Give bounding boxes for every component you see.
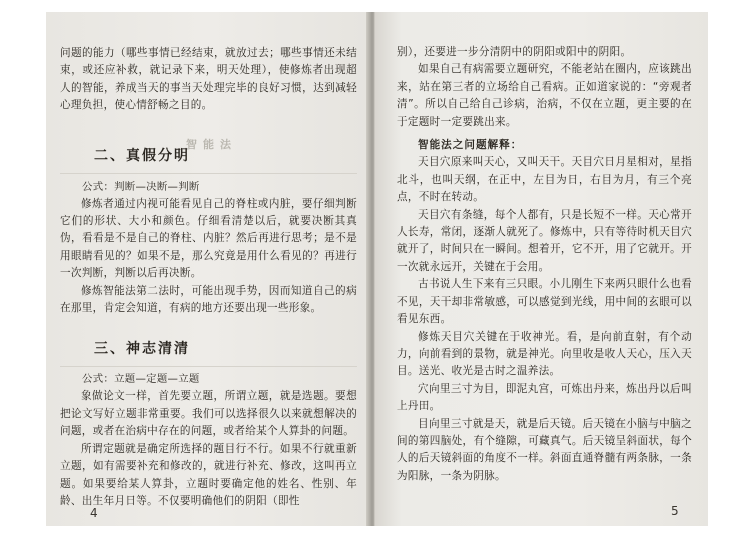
left-page <box>46 12 370 526</box>
section-3-paragraph-2: 所谓定题就是确定所选择的题目行不行。如果不行就重新立题，如有需要补充和修改的，就进行补充、修改，这叫再立题。如果要给某人算卦，立题时要确定他的姓名、性别、年龄、出生年月日等。不仅要明确他们的阴阳（即性 <box>60 442 357 507</box>
section-2-paragraph-2: 修炼智能法第二法时，可能出现手势，因而知道自己的病在那里，肯定会知道，有病的地方还要出现一些形象。 <box>60 284 357 315</box>
section-3-formula: 公式：立题—定题—立题 <box>82 373 200 386</box>
right-paragraph-3: 天目穴有条缝，每个人都有，只是长短不一样。天心常开人长寿，常闭，逐渐人就死了。修炼中，只有等待时机天目穴就开了，时间只在一瞬间。想着开，它不开，用了它就开。开一次就永远开，关键在于会用。 <box>397 208 692 273</box>
section-heading-2: 二、真假分明 <box>60 139 357 174</box>
right-paragraph-2: 天目穴原来叫天心，又叫天干。天目穴日月星相对，星指北斗，也叫天纲，在正中，左目为日，右目为月，有三个亮点，不时在转动。 <box>397 156 692 204</box>
section-3-paragraph-1: 象做论文一样，首先要立题，所谓立题，就是选题。要想把论文写好立题非常重要。我们可以选择很久以来就想解决的问题，或者在治病中存在的问题，或者给某个人算卦的问题。 <box>60 390 357 438</box>
bleed-through-text: 智能法 <box>186 138 237 151</box>
section-2-paragraph-1: 修炼者通过内视可能看见自己的脊柱或内脏，要仔细判断它们的形状、大小和颜色。仔细看清楚以后，就要决断其真伪，看看是不是自己的脊柱、内脏？然后再进行思考；是不是用眼睛看见的？如果不是，那么究竟是用什么看见的？再进行一次判断，判断以后再决断。 <box>60 197 357 280</box>
right-paragraph-7: 目向里三寸就是天，就是后天镜。后天镜在小脑与中脑之间的第四脑处，有个缝隙，可藏真气。后天镜呈斜面状，每个人的后天镜斜面的角度不一样。斜面直通脊髓有两条脉，一条为阳脉，一条为阴脉。 <box>397 417 692 482</box>
right-page <box>374 12 708 526</box>
section-heading-3: 三、神志清清 <box>60 332 357 367</box>
right-page-number: 5 <box>671 504 679 518</box>
right-subheading: 智能法之问题解释： <box>418 139 523 152</box>
right-intro-paragraph: 别），还要进一步分清阴中的阴阳或阳中的阴阳。 <box>397 46 632 58</box>
left-intro-paragraph: 问题的能力（哪些事情已经结束，就放过去；哪些事情还未结束，或还应补救，就记录下来，明天处理），使修炼者出现超人的智能，养成当天的事当天处理完毕的良好习惯，达到减轻心理负担，使心情舒畅之目的。 <box>60 47 357 112</box>
section-2-formula: 公式：判断—决断—判断 <box>82 180 200 193</box>
right-paragraph-5: 修炼天目穴关键在于收神光。看，是向前直射，有个动力，向前看到的景物，就是神光。向里收是收人天心，压入天目。送光、收光是古时之温养法。 <box>397 330 692 378</box>
right-paragraph-4: 古书说人生下来有三只眼。小儿刚生下来两只眼什么也看不见，天干却非常敏感，可以感觉到光线，用中间的玄眼可以看见东西。 <box>397 278 692 326</box>
right-page-content <box>397 44 692 485</box>
left-page-content <box>60 45 357 510</box>
right-paragraph-1: 如果自己有病需要立题研究，不能老站在圈内，应该跳出来，站在第三者的立场给自己看病。正如道家说的：“旁观者清”。所以自己给自己诊病，治病，不仅在立题，更主要的在于定题时一定要跳出来。 <box>397 63 692 128</box>
right-paragraph-6: 穴向里三寸为目，即泥丸宫，可炼出丹来，炼出丹以后叫上丹田。 <box>397 382 692 413</box>
left-page-number: 4 <box>90 506 98 520</box>
